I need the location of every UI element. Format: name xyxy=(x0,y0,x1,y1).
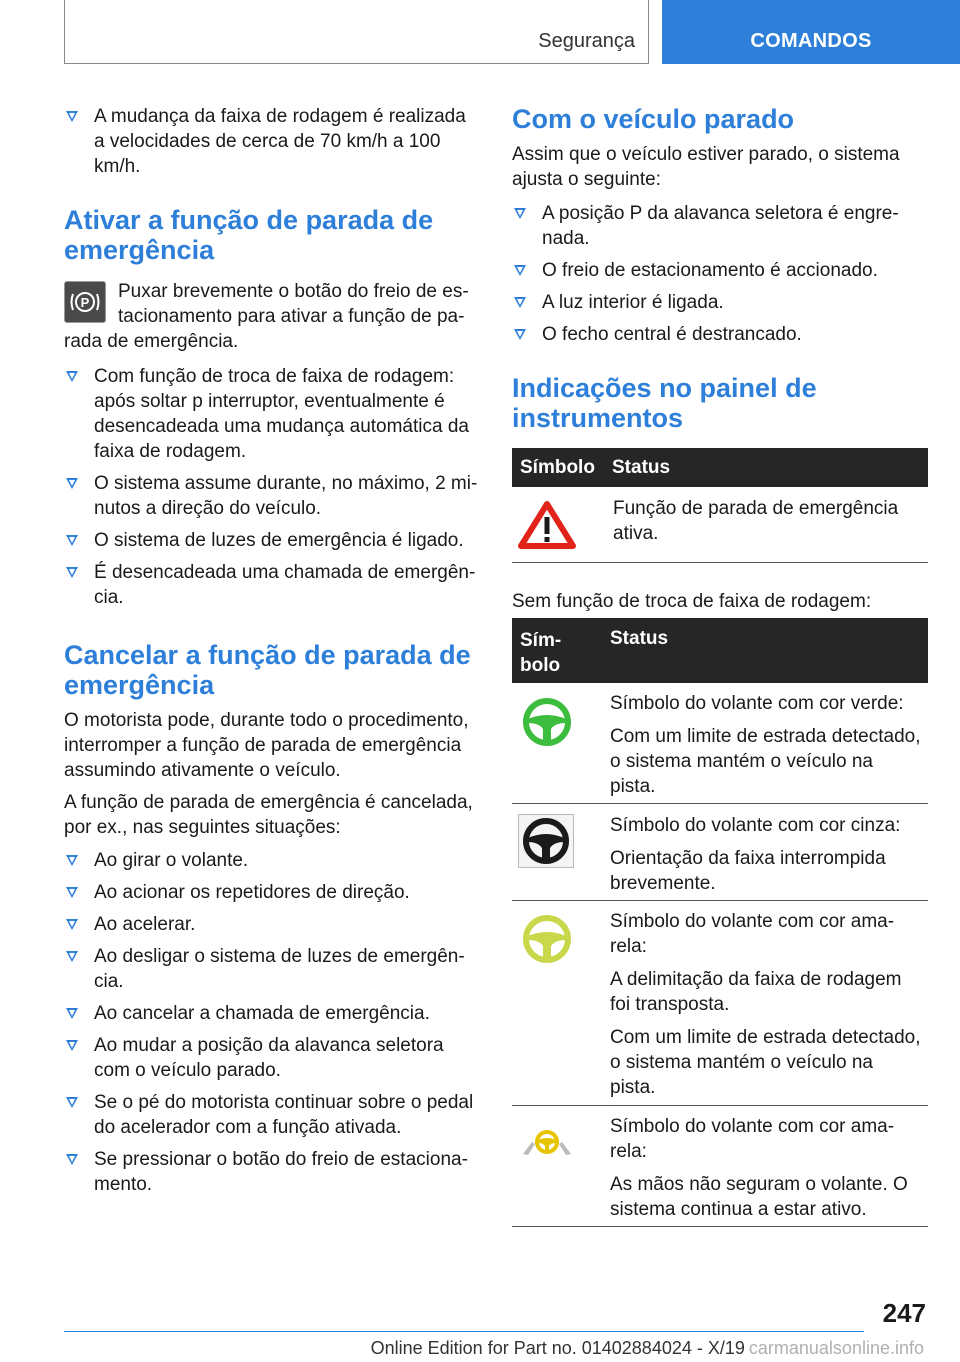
table2-col-symbol: Símbolo xyxy=(520,630,562,676)
heading-cancel: Cancelar a função de parada de emergência xyxy=(64,640,471,700)
list-item: A mudança da faixa de rodagem é realizada a velocidades de cerca de 70 km/h a 100 km/h. xyxy=(64,104,480,179)
list-item: O freio de estacionamento é accionado. xyxy=(512,258,928,283)
bullet-triangle-icon xyxy=(66,1097,78,1108)
table2-col-status: Status xyxy=(610,628,669,649)
bullet-triangle-icon xyxy=(66,919,78,930)
footer-edition-text: Online Edition for Part no. 01402884024 - X/19 xyxy=(370,1338,745,1358)
bullet-triangle-icon xyxy=(514,297,526,308)
table1-row-divider xyxy=(512,562,928,563)
steering-wheel-green-icon xyxy=(522,697,572,747)
table1-col-status: Status xyxy=(612,457,671,478)
right-column xyxy=(512,104,928,433)
page-number: 247 xyxy=(882,1298,926,1328)
heading-activate: Ativar a função de parada de emergência xyxy=(64,205,434,265)
activate-bullets xyxy=(64,364,480,610)
cancel-bullets xyxy=(64,848,480,1197)
list-item: A posição P da alavanca seletora é engrenada. xyxy=(512,201,928,251)
table2-row-divider xyxy=(512,900,928,901)
list-item: Se pressionar o botão do freio de estacionamento. xyxy=(64,1147,480,1197)
stopped-paragraph: Assim que o veículo estiver parado, o sistema ajusta o seguinte: xyxy=(512,144,900,190)
list-item: Ao girar o volante. xyxy=(64,848,480,873)
list-item: O sistema assume durante, no máximo, 2 minutos a direção do veículo. xyxy=(64,471,480,521)
list-item: O fecho central é destrancado. xyxy=(512,322,928,347)
bullet-triangle-icon xyxy=(66,371,78,382)
list-item: Ao acionar os repetidores de direção. xyxy=(64,880,480,905)
cancel-paragraph-1: O motorista pode, durante todo o procedimento, interromper a função de parada de emergência assumindo ativamente o veículo. xyxy=(64,710,469,781)
steering-wheel-yellow-icon xyxy=(522,914,572,964)
bullet-triangle-icon xyxy=(66,1154,78,1165)
footer-watermark: carmanualsonline.info xyxy=(748,1338,924,1358)
warning-triangle-icon xyxy=(518,501,576,549)
bullet-triangle-icon xyxy=(514,208,526,219)
bullet-triangle-icon xyxy=(514,329,526,340)
table2-row-divider xyxy=(512,1226,928,1227)
list-item: Ao mudar a posição da alavanca seletora com o veículo parado. xyxy=(64,1033,480,1083)
footer-divider xyxy=(64,1331,864,1332)
steering-wheel-gray-icon xyxy=(518,814,574,868)
bullet-triangle-icon xyxy=(66,1040,78,1051)
header-chapter-label: COMANDOS xyxy=(750,30,872,52)
activate-paragraph xyxy=(64,279,480,354)
list-item: Se o pé do motorista continuar sobre o pedal do acelerador com a função ativada. xyxy=(64,1090,480,1140)
stopped-bullets xyxy=(512,201,928,347)
list-item: A luz interior é ligada. xyxy=(512,290,928,315)
hands-off-wheel-icon xyxy=(520,1124,574,1160)
list-item: O sistema de luzes de emergência é ligado. xyxy=(64,528,480,553)
list-item: Com função de troca de faixa de rodagem: após soltar p interruptor, eventualmente é desencadeada uma mudança automática da faixa de rodagem. xyxy=(64,364,480,464)
heading-stopped: Com o veículo parado xyxy=(512,104,795,134)
table2-row-divider xyxy=(512,1105,928,1106)
no-lane-change-label: Sem função de troca de faixa de rodagem: xyxy=(512,591,872,612)
table1-header xyxy=(512,448,928,487)
bullet-triangle-icon xyxy=(514,265,526,276)
header-chapter-tab xyxy=(662,0,960,64)
activate-text: Puxar brevemente o botão do freio de estacionamento para ativar a função de parada de emergência. xyxy=(64,281,469,352)
list-item: Ao desligar o sistema de luzes de emergência. xyxy=(64,944,480,994)
left-column xyxy=(64,104,480,1197)
bullet-triangle-icon xyxy=(66,478,78,489)
bullet-triangle-icon xyxy=(66,1008,78,1019)
cancel-paragraph-2: A função de parada de emergência é cancelada, por ex., nas seguintes situações: xyxy=(64,792,473,838)
bullet-triangle-icon xyxy=(66,855,78,866)
table1-status-cell: Função de parada de emergência ativa. xyxy=(613,498,899,544)
parking-brake-icon xyxy=(64,281,106,323)
svg-text:P: P xyxy=(80,295,90,310)
table2-header xyxy=(512,618,928,683)
bullet-triangle-icon xyxy=(66,535,78,546)
table2-row3-status: Símbolo do volante com cor amarela: A delimitação da faixa de rodagem foi transposta. Com um limite de estrada detectado, o sistema mantém o veículo na pista. xyxy=(610,911,921,1098)
table2-row4-status: Símbolo do volante com cor amarela: As mãos não seguram o volante. O sistema continua a estar ativo. xyxy=(610,1116,908,1220)
table1-col-symbol: Símbolo xyxy=(520,457,595,478)
footer-edition xyxy=(0,1338,960,1359)
header-section-title: Segurança xyxy=(538,30,635,52)
bullet-triangle-icon xyxy=(66,951,78,962)
bullet-triangle-icon xyxy=(66,567,78,578)
list-item: É desencadeada uma chamada de emergência. xyxy=(64,560,480,610)
heading-indicators: Indicações no painel de instrumentos xyxy=(512,373,817,433)
table2-row-divider xyxy=(512,803,928,804)
bullet-triangle-icon xyxy=(66,887,78,898)
table2-row2-status: Símbolo do volante com cor cinza: Orientação da faixa interrompida brevemente. xyxy=(610,815,901,894)
list-item: Ao cancelar a chamada de emergência. xyxy=(64,1001,480,1026)
list-item: Ao acelerar. xyxy=(64,912,480,937)
bullet-triangle-icon xyxy=(66,111,78,122)
table2-row1-status: Símbolo do volante com cor verde: Com um limite de estrada detectado, o sistema mantém o veículo na pista. xyxy=(610,693,921,797)
